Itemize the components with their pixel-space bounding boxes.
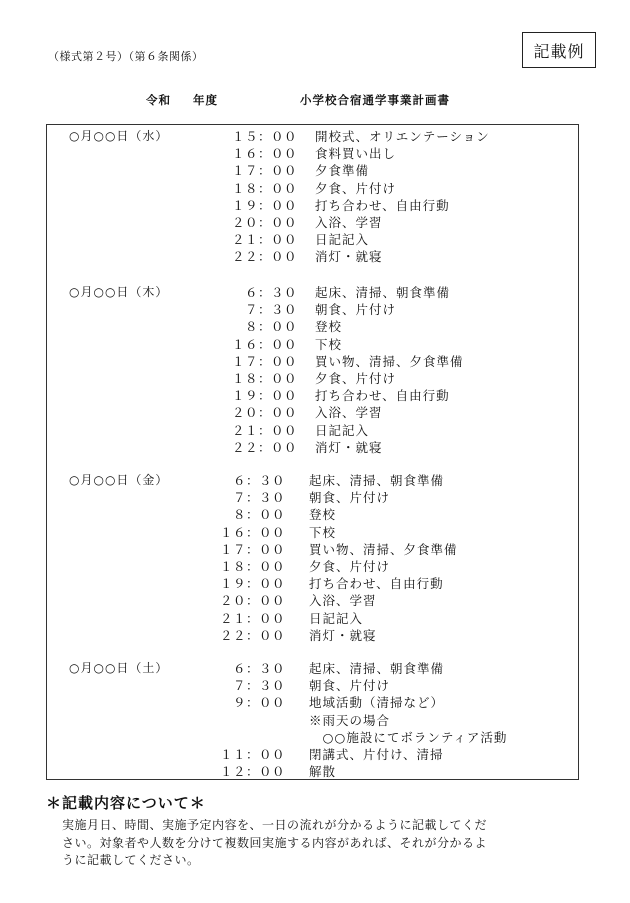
schedule-activity: 起床、清掃、朝食準備 [309,661,445,676]
schedule-date: ○月○○日（土） [69,661,169,675]
schedule-activity: 消灯・就寝 [309,627,377,643]
schedule-activity: 起床、清掃、朝食準備 [309,473,445,488]
schedule-table [46,124,579,780]
schedule-time: １６：００ [231,336,297,352]
schedule-time: １６：００ [231,146,297,162]
schedule-time: １７：００ [231,163,297,179]
sample-badge: 記載例 [522,32,596,68]
schedule-activity: 朝食、片付け [315,302,397,318]
schedule-time: １２：００ [219,764,285,780]
schedule-activity: 日記記入 [315,422,370,438]
schedule-time: １７：００ [231,353,297,369]
fiscal-year-label [146,92,218,108]
schedule-time: ６：３０ [232,473,285,488]
schedule-activity: 夕食、片付け [315,371,397,386]
schedule-time: １９：００ [231,197,297,213]
schedule-activity: 入浴、学習 [309,593,377,609]
schedule-time: ９：００ [232,695,285,711]
schedule-activity: 開校式、オリエンテーション [315,129,490,144]
schedule-activity: 夕食、片付け [315,180,397,196]
schedule-activity: 夕食準備 [315,163,370,179]
schedule-activity: 閉講式、片付け、清掃 [309,747,444,762]
form-number: （様式第２号）（第６条関係） [48,50,204,63]
schedule-activity: 登校 [315,319,343,335]
schedule-activity: 消灯・就寝 [315,439,383,455]
notes-section [46,792,586,870]
schedule-time: １８：００ [219,559,285,574]
schedule-date: ○月○○日（木） [69,285,169,299]
schedule-activity: 打ち合わせ、自由行動 [309,576,444,592]
schedule-activity: 入浴、学習 [315,405,383,421]
schedule-time: １９：００ [231,388,297,404]
schedule-date: ○月○○日（水） [69,129,169,143]
schedule-time: ７：３０ [232,490,285,506]
schedule-time: １８：００ [231,180,297,196]
schedule-time: １７：００ [219,541,285,557]
schedule-time: ２１：００ [231,232,297,248]
schedule-time: １５：００ [231,129,297,144]
schedule-activity: 食料買い出し [315,146,397,162]
schedule-time: ２１：００ [219,610,285,626]
notes-body [62,817,586,870]
schedule-activity: 入浴、学習 [315,215,383,230]
schedule-time: １６：００ [219,524,285,540]
schedule-time: ２２：００ [231,439,297,455]
schedule-activity: 日記記入 [309,610,364,626]
notes-line: 実施月日、時間、実施予定内容を、一日の流れが分かるように記載してくだ [62,818,488,832]
schedule-activity: 夕食、片付け [309,559,391,574]
notes-line: うに記載してください。 [62,853,200,867]
schedule-activity: 日記記入 [315,232,370,248]
schedule-activity: 起床、清掃、朝食準備 [315,285,451,300]
schedule-activity: 登校 [309,507,337,523]
schedule-time: ２０：００ [231,215,297,230]
schedule-activity: ○○施設にてボランティア活動 [309,729,508,745]
schedule-time: １８：００ [231,371,297,386]
schedule-activity: 地域活動（清掃など） [309,695,445,711]
schedule-activity: 下校 [309,524,337,540]
schedule-activity: 打ち合わせ、自由行動 [315,197,450,213]
schedule-activity: 朝食、片付け [309,678,391,694]
year-label: 年度 [193,93,218,107]
schedule-activity: 消灯・就寝 [315,249,383,265]
schedule-activity: 打ち合わせ、自由行動 [315,388,450,404]
document-title: 小学校合宿通学事業計画書 [300,93,450,107]
schedule-time: ２２：００ [231,249,297,265]
schedule-time: ７：３０ [244,302,297,318]
schedule-time: ６：３０ [244,285,297,300]
schedule-time: ２１：００ [231,422,297,438]
notes-title: ＊記載内容について＊ [46,794,206,812]
schedule-activity: ※雨天の場合 [309,712,391,728]
schedule-time: ２０：００ [231,405,297,421]
schedule-activity: 下校 [315,336,343,352]
schedule-time: ２０：００ [219,593,285,609]
schedule-date: ○月○○日（金） [69,473,169,487]
schedule-time: １９：００ [219,576,285,592]
schedule-activity: 買い物、清掃、夕食準備 [309,541,458,557]
notes-line: さい。対象者や人数を分けて複数回実施する内容があれば、それが分かるよ [62,835,488,850]
schedule-time: ６：３０ [232,661,285,676]
schedule-activity: 朝食、片付け [309,490,391,506]
era-label: 令和 [146,93,171,107]
schedule-time: ７：３０ [232,678,285,694]
schedule-time: ８：００ [232,507,285,523]
schedule-time: ２２：００ [219,627,285,643]
schedule-time: １１：００ [219,747,285,762]
schedule-time: ８：００ [244,319,297,335]
schedule-activity: 買い物、清掃、夕食準備 [315,353,464,369]
schedule-activity: 解散 [309,764,337,780]
